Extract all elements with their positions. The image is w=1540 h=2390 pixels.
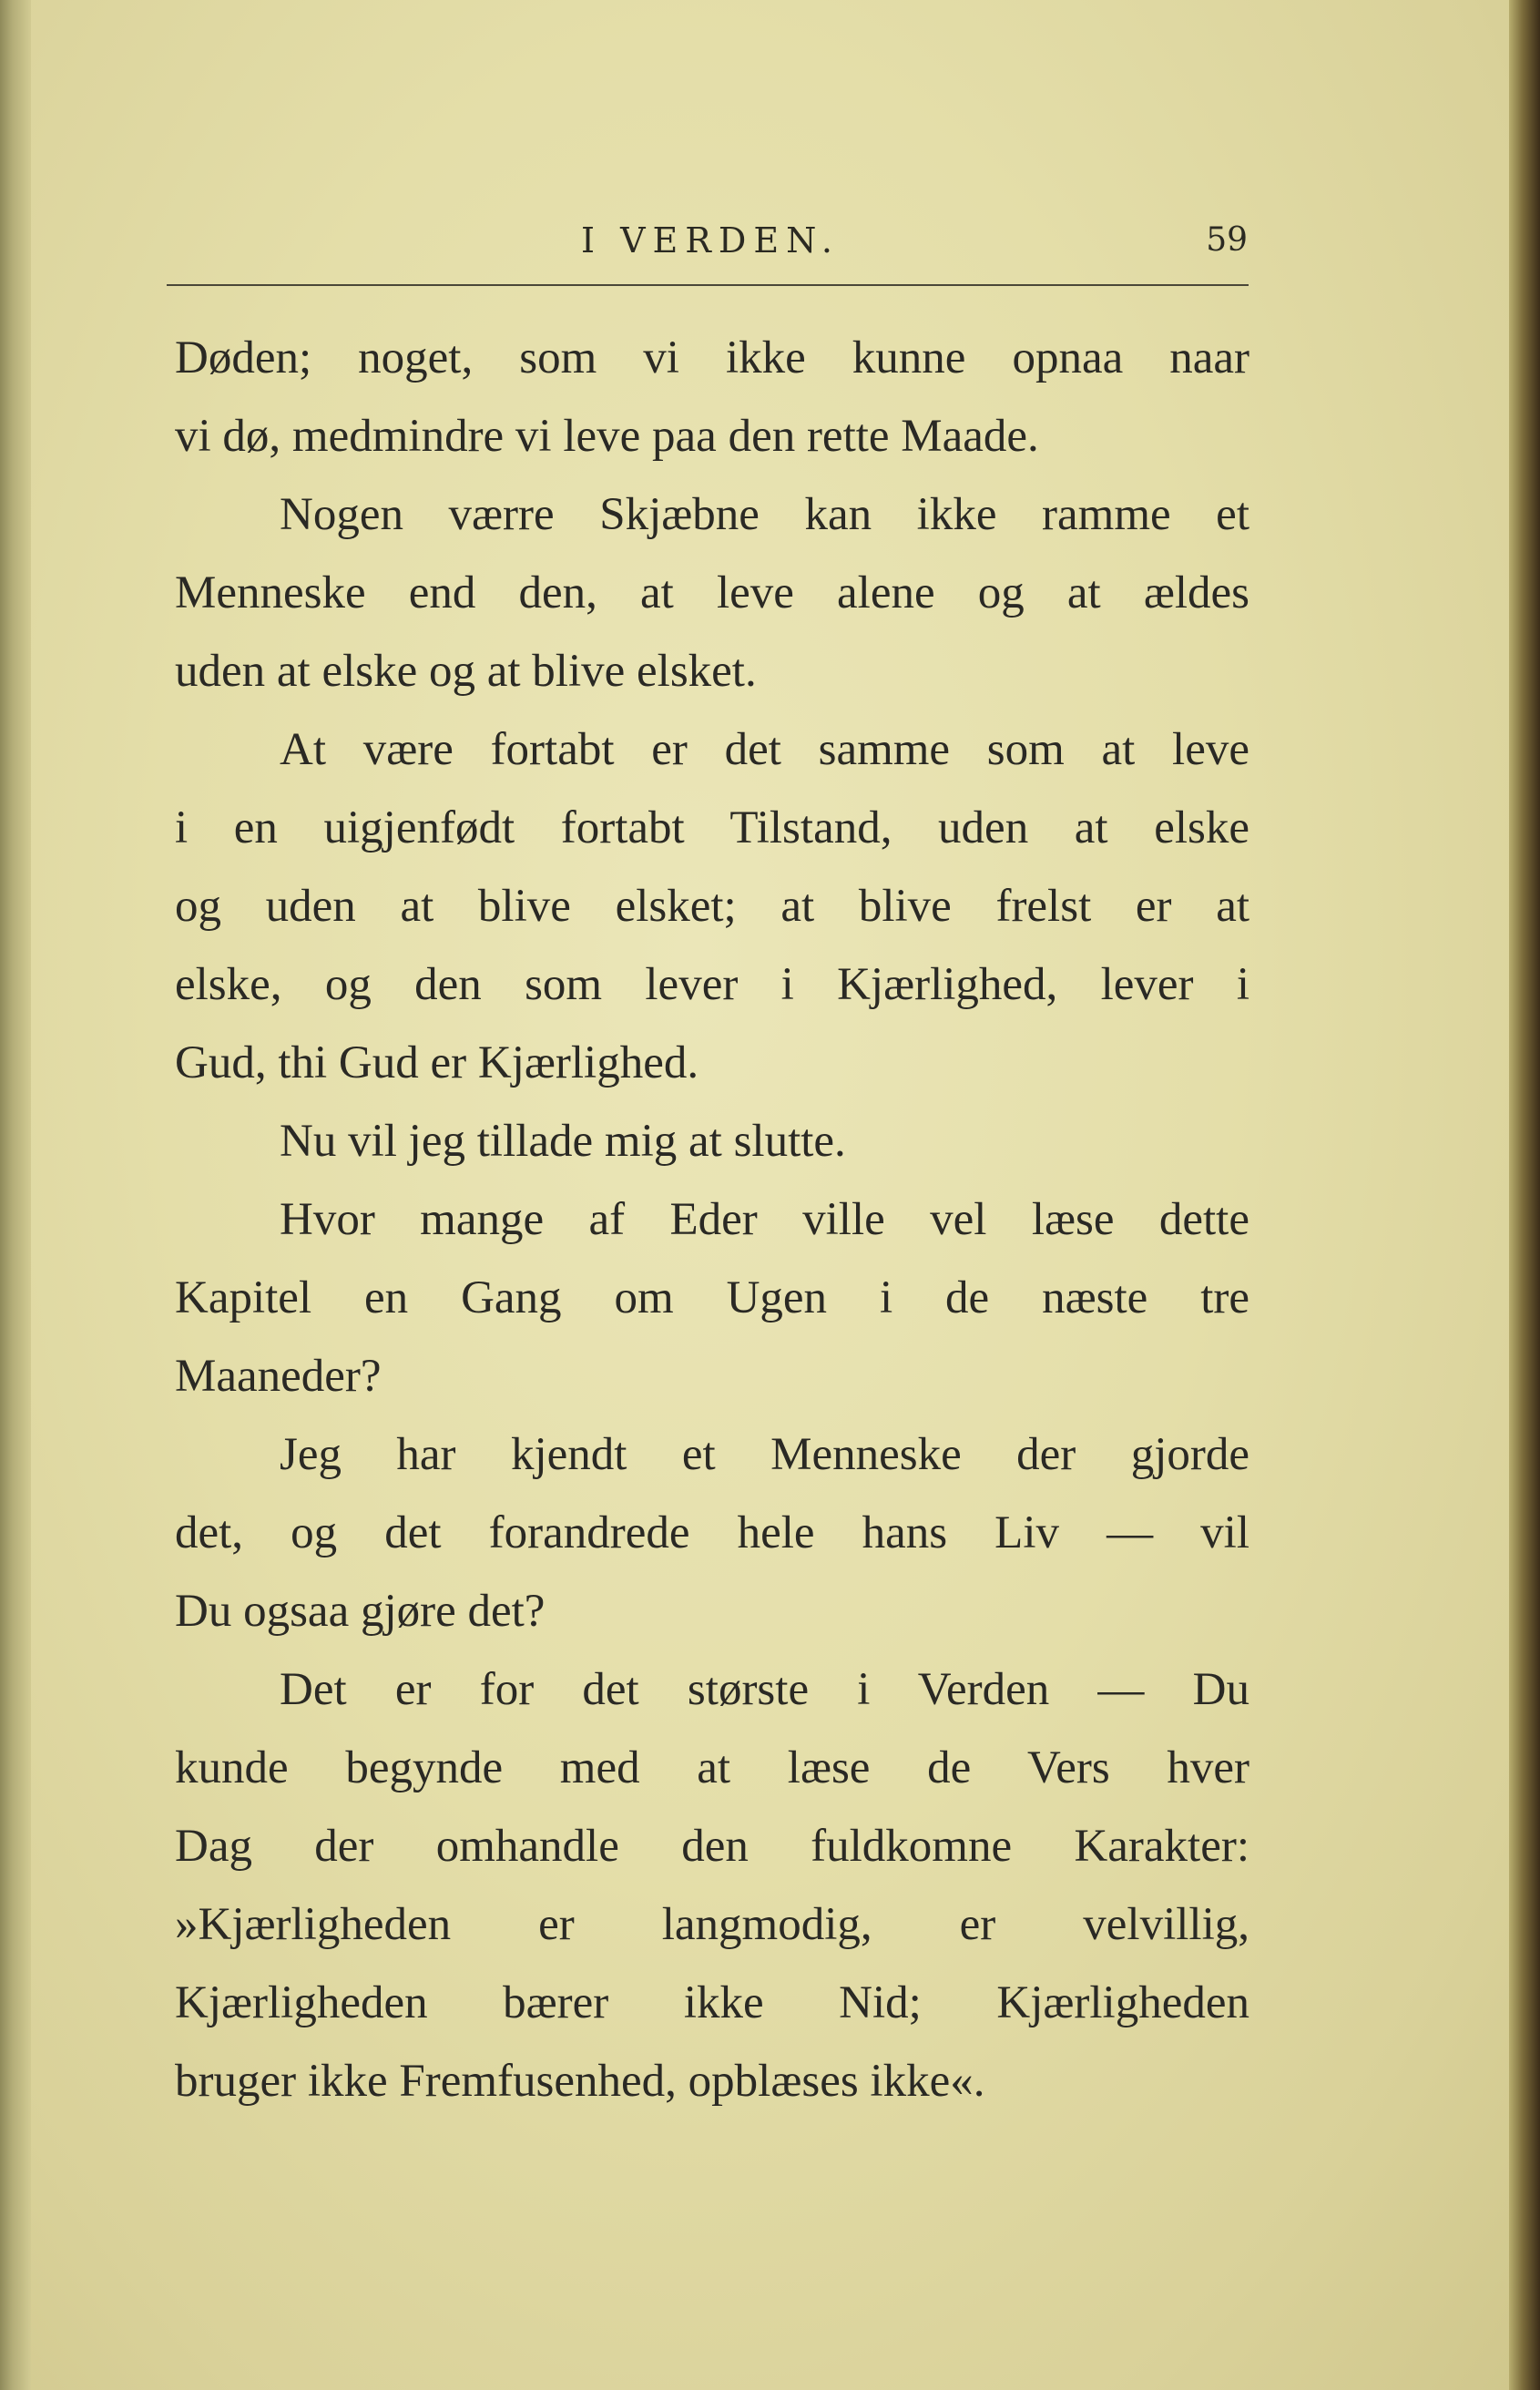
- text-line: Nogen værre Skjæbne kan ikke ramme et: [280, 489, 1249, 540]
- text-line: det, og det forandrede hele hans Liv — vil: [175, 1507, 1249, 1558]
- text-line: i en uigjenfødt fortabt Tilstand, uden at elske: [175, 802, 1249, 853]
- text-line: Gud, thi Gud er Kjærlighed.: [175, 1037, 699, 1088]
- text-line: elske, og den som lever i Kjærlighed, lever i: [175, 959, 1249, 1010]
- running-title: I VERDEN.: [581, 220, 840, 260]
- text-line: uden at elske og at blive elsket.: [175, 646, 757, 697]
- page-number: 59: [1206, 221, 1248, 259]
- text-line: Du ogsaa gjøre det?: [175, 1586, 546, 1637]
- body-text: [175, 319, 1249, 2120]
- text-line: kunde begynde med at læse de Vers hver: [175, 1742, 1249, 1793]
- text-line: Kjærligheden bærer ikke Nid; Kjærligheden: [175, 1977, 1249, 2028]
- text-line: bruger ikke Fremfusenhed, opblæses ikke«.: [175, 2056, 985, 2107]
- text-line: Menneske end den, at leve alene og at ældes: [175, 567, 1249, 618]
- text-line: Det er for det største i Verden — Du: [280, 1664, 1249, 1715]
- text-line: Kapitel en Gang om Ugen i de næste tre: [175, 1272, 1249, 1323]
- text-line: »Kjærligheden er langmodig, er velvillig,: [175, 1899, 1249, 1950]
- header-rule: [167, 284, 1249, 286]
- text-line: og uden at blive elsket; at blive frelst er at: [175, 881, 1249, 932]
- text-line: vi dø, medmindre vi leve paa den rette Maade.: [175, 411, 1039, 462]
- text-line: Hvor mange af Eder ville vel læse dette: [280, 1194, 1249, 1245]
- text-line: At være fortabt er det samme som at leve: [280, 724, 1249, 775]
- page-edge-shadow: [1509, 0, 1540, 2390]
- running-header: [173, 215, 1248, 266]
- text-line: Maaneder?: [175, 1351, 382, 1402]
- text-line: Nu vil jeg tillade mig at slutte.: [280, 1116, 846, 1167]
- text-line: Dag der omhandle den fuldkomne Karakter:: [175, 1821, 1249, 1872]
- page-binding-shadow: [0, 0, 31, 2390]
- text-line: Jeg har kjendt et Menneske der gjorde: [280, 1429, 1249, 1480]
- text-line: Døden; noget, som vi ikke kunne opnaa naar: [175, 332, 1249, 383]
